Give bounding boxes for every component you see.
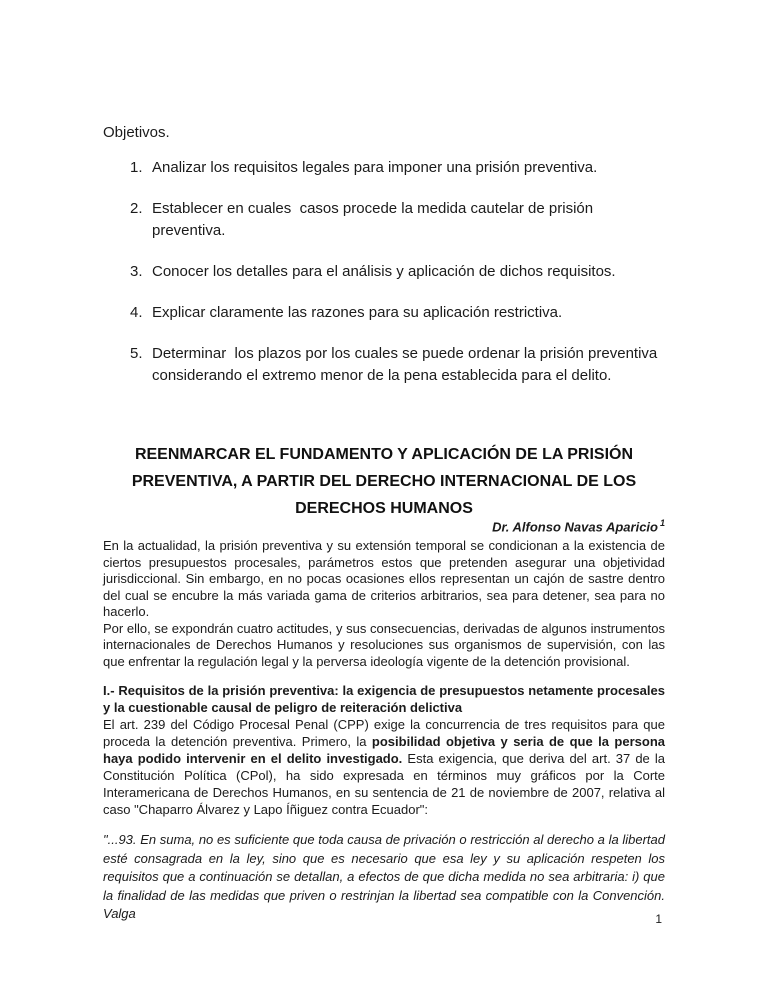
list-item-text: Establecer en cuales casos procede la medida cautelar de prisión preventiva. — [152, 200, 598, 239]
paragraph-requisitos — [103, 716, 665, 818]
author-name: Dr. Alfonso Navas Aparicio — [492, 519, 658, 535]
section-heading: I.- Requisitos de la prisión preventiva: la exigencia de presupuestos netamente procesales y la cuestionable causal de peligro de reiteración delictiva — [103, 683, 665, 716]
court-quote-paragraph: "...93. En suma, no es suficiente que toda causa de privación o restricción al derecho a la libertad esté consagrada en la ley, sino que es necesario que esa ley y su aplicación respeten los requisitos que a continuación se detallan, a efectos de que dicha medida no sea arbitraria: i) que la finalidad de las medidas que priven o restrinjan la libertad sea compatible con la Convención. Valga — [103, 832, 665, 922]
objetivos-heading: Objetivos. — [103, 124, 170, 141]
author-footnote-ref: 1 — [659, 518, 665, 528]
list-item-number: 2. — [130, 200, 143, 217]
paragraph-requisitos-seg3: Esta exigencia, que deriva del art. 37 de la Constitución Política (CPol), ha sido expresada en términos muy gráficos por la Corte Interamericana de Derechos Humanos, en su sentencia de 21 de noviembre de 2007, relativa al caso "Chaparro Álvarez y Lapo Íñiguez contra Ecuador": — [103, 751, 666, 818]
list-item — [103, 261, 665, 283]
list-item-number: 4. — [130, 304, 143, 321]
list-item-text: Analizar los requisitos legales para imponer una prisión preventiva. — [152, 159, 598, 176]
list-item-text: Conocer los detalles para el análisis y aplicación de dichos requisitos. — [152, 263, 616, 280]
paragraph-requisitos-seg1: El art. 239 del Código Procesal Penal (CPP) exige la concurrencia de tres requisitos para que proceda la detención preventiva. Primero, la — [103, 717, 665, 750]
list-item-text: Explicar claramente las razones para su aplicación restrictiva. — [152, 304, 563, 321]
list-item — [103, 157, 665, 179]
article-title: REENMARCAR EL FUNDAMENTO Y APLICACIÓN DE LA PRISIÓN PREVENTIVA, A PARTIR DEL DERECHO INTERNACIONAL DE LOS DERECHOS HUMANOS — [131, 446, 637, 517]
objectives-list — [103, 157, 665, 387]
document-content — [103, 122, 665, 924]
paragraph-intro: En la actualidad, la prisión preventiva y su extensión temporal se condicionan a la existencia de ciertos presupuestos procesales, parámetros estos que pretenden asegurar una objetividad jurisdiccional. Sin embargo, en no pocas ocasiones ellos representan un cajón de sastre dentro del cual se encubre la más variada gama de criterios arbitrarios, sea para detener, sea para no hacerlo. — [103, 538, 665, 620]
list-item-number: 1. — [130, 159, 143, 176]
page-number: 1 — [655, 912, 662, 926]
paragraph-approach: Por ello, se expondrán cuatro actitudes, y sus consecuencias, derivadas de algunos instrumentos internacionales de Derechos Humanos y resoluciones sus organismos de supervisión, con las que enfrentar la regulación legal y la perversa ideología vigente de la detención provisional. — [103, 620, 665, 669]
list-item-text: Determinar los plazos por los cuales se puede ordenar la prisión preventiva considerando el extremo menor de la pena establecida para el delito. — [152, 345, 662, 384]
list-item — [103, 343, 665, 387]
list-item-number: 3. — [130, 263, 143, 280]
paragraph-requisitos-bold-emphasis: posibilidad objetiva y seria de que la persona haya podido intervenir en el delito investigado. — [103, 734, 665, 767]
list-item — [103, 198, 665, 242]
list-item-number: 5. — [130, 345, 143, 362]
list-item — [103, 302, 665, 324]
